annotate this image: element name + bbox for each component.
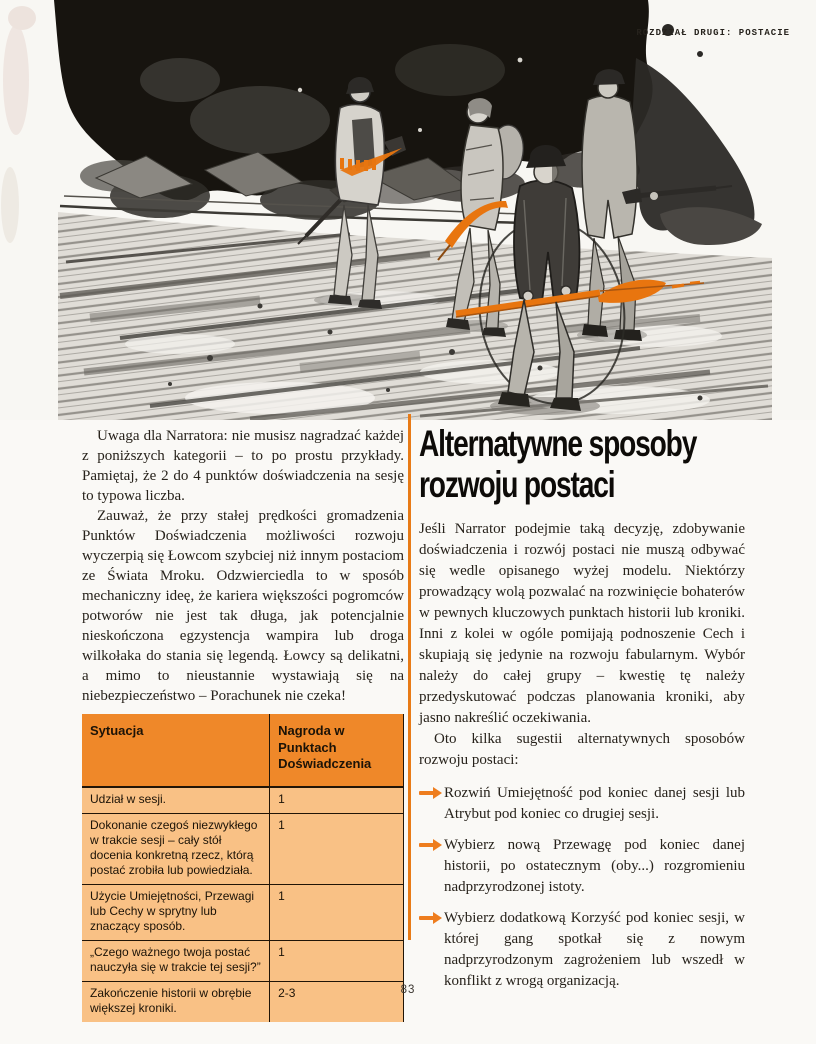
left-column <box>82 426 404 1022</box>
list-item-text: Wybierz dodatkową Korzyść pod koniec sesji, w której gang spotkał się z nowym nadprzyrodzonym zagrożeniem lub wszedł w konflikt z wrogą organizacją. <box>444 910 745 989</box>
table-header-row <box>82 714 404 787</box>
section-heading-line-2: rozwoju postaci <box>419 464 615 505</box>
chapter-running-head: ROZDZIAŁ DRUGI: POSTACIE <box>636 28 790 38</box>
suggestions-list <box>419 783 745 992</box>
page-number: 83 <box>400 984 416 996</box>
section-heading <box>419 423 697 505</box>
table-row <box>82 981 404 1022</box>
right-column <box>419 423 745 1002</box>
alternative-development-paragraph: Jeśli Narrator podejmie taką decyzję, zdobywanie doświadczenia i rozwój postaci nie muszą odbywać się wedle opisanego wyżej modelu. Niektórzy prowadzący wolą pozwalać na rozwinięcie bohaterów w pewnych kluczowych punktach historii lub kroniki. Inni z kolei w ogóle pomijają podnoszenie Cech i skupiają się jedynie na rozwoju fabularnym. Wybór należy do całej grupy – kwestię tę należy przedyskutować podczas planowania kroniki, aby jasno nakreślić oczekiwania. <box>419 521 745 726</box>
reward-cell: 1 <box>270 884 404 940</box>
list-item <box>419 908 745 992</box>
reward-cell: 1 <box>270 787 404 814</box>
hunters-illustration <box>0 0 816 420</box>
reward-cell: 2-3 <box>270 981 404 1022</box>
list-item <box>419 783 745 825</box>
table-row <box>82 884 404 940</box>
table-header-reward: Nagroda w Punktach Doświadczenia <box>270 714 404 787</box>
table-row <box>82 787 404 814</box>
narrator-note-paragraph: Uwaga dla Narratora: nie musisz nagradzać każdej z poniższych kategorii – to po prostu przykłady. Pamiętaj, że 2 do 4 punktów doświadczenia na sesję to typowa liczba. <box>82 428 404 504</box>
arrow-right-icon <box>419 843 434 847</box>
situation-cell: Zakończenie historii w obrębie większej kroniki. <box>82 981 270 1022</box>
reward-cell: 1 <box>270 940 404 981</box>
reward-cell: 1 <box>270 813 404 884</box>
situation-cell: Dokonanie czegoś niezwykłego w trakcie sesji – cały stół docenia konkretną rzecz, którą postać zrobiła lub powiedziała. <box>82 813 270 884</box>
orange-column-divider <box>408 414 411 940</box>
section-heading-line-1: Alternatywne sposoby <box>419 423 697 464</box>
experience-awards-table <box>82 714 404 1022</box>
table-header-situation: Sytuacja <box>82 714 270 787</box>
situation-cell: Udział w sesji. <box>82 787 270 814</box>
arrow-right-icon <box>419 791 434 795</box>
hunters-progress-paragraph: Zauważ, że przy stałej prędkości gromadzenia Punktów Doświadczenia możliwości rozwoju wyczerpią się Łowcom szybciej niż innym postaciom ze Świata Mroku. Odzwierciedla to w sposób mechaniczny ideę, że kariera większości pogromców potworów nie jest tak długa, jak potencjalnie nieskończona egzystencja wampira lub droga wilkołaka do stania się legendą. Łowcy są delikatni, a mimo to nieustannie wystawiają się na niebezpieczeństwo – Porachunek nie czeka! <box>82 508 404 704</box>
suggestions-intro-paragraph: Oto kilka sugestii alternatywnych sposobów rozwoju postaci: <box>419 731 745 768</box>
situation-cell: „Czego ważnego twoja postać nauczyła się w trakcie tej sesji?” <box>82 940 270 981</box>
table-row <box>82 940 404 981</box>
table-row <box>82 813 404 884</box>
situation-cell: Użycie Umiejętności, Przewagi lub Cechy w sprytny lub znaczący sposób. <box>82 884 270 940</box>
list-item-text: Rozwiń Umiejętność pod koniec danej sesji lub Atrybut pod koniec co drugiej sesji. <box>444 785 745 822</box>
list-item <box>419 835 745 898</box>
arrow-right-icon <box>419 916 434 920</box>
list-item-text: Wybierz nową Przewagę pod koniec danej historii, po ostatecznym (oby...) rozgromieniu nadprzyrodzonej istoty. <box>444 837 745 895</box>
